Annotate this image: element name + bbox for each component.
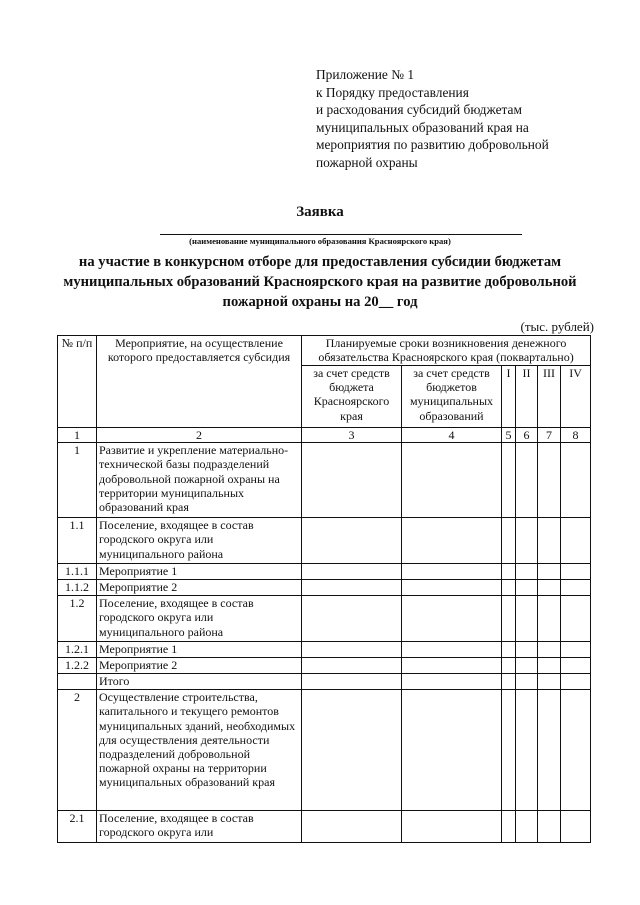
cell <box>516 564 538 580</box>
cell <box>302 596 402 642</box>
cell <box>561 580 591 596</box>
cell <box>516 811 538 843</box>
cell <box>502 658 516 674</box>
header-q3: III <box>538 366 561 428</box>
cell <box>516 658 538 674</box>
table-row <box>58 596 591 642</box>
cell <box>538 674 561 690</box>
cell <box>538 564 561 580</box>
cell <box>516 596 538 642</box>
row-num <box>58 674 97 690</box>
appendix-line: Приложение № 1 <box>316 67 415 82</box>
header-municipal-budget: за счет средств бюджетов муниципальных образований <box>402 366 502 428</box>
cell <box>502 596 516 642</box>
cell <box>502 690 516 811</box>
header-q1: I <box>502 366 516 428</box>
table-row-total <box>58 674 591 690</box>
appendix-block <box>316 66 616 172</box>
header-kraj-budget: за счет средств бюджета Красноярского края <box>302 366 402 428</box>
colnum: 1 <box>58 428 97 443</box>
cell <box>402 518 502 564</box>
colnum: 3 <box>302 428 402 443</box>
cell <box>502 564 516 580</box>
cell <box>538 580 561 596</box>
cell <box>502 518 516 564</box>
header-q4: IV <box>561 366 591 428</box>
cell <box>516 518 538 564</box>
header-num: № п/п <box>58 336 97 428</box>
cell <box>561 518 591 564</box>
appendix-line: мероприятия по развитию добровольной <box>316 137 549 153</box>
cell <box>538 596 561 642</box>
cell <box>302 658 402 674</box>
table-row <box>58 564 591 580</box>
unit-label: (тыс. рублей) <box>520 319 594 334</box>
cell <box>538 811 561 843</box>
cell <box>538 518 561 564</box>
table-row <box>58 580 591 596</box>
colnum: 6 <box>516 428 538 443</box>
cell <box>302 518 402 564</box>
table-row <box>58 690 591 811</box>
cell <box>538 690 561 811</box>
cell <box>502 811 516 843</box>
subsidy-table <box>57 335 591 843</box>
cell <box>516 690 538 811</box>
row-num: 1.2.2 <box>58 658 97 674</box>
header-event: Мероприятие, на осуществление которого предоставляется субсидия <box>97 336 302 428</box>
cell <box>402 580 502 596</box>
header-q2: II <box>516 366 538 428</box>
municipality-name-note: (наименование муниципального образования Красноярского края) <box>189 236 451 246</box>
appendix-line: пожарной охраны <box>316 154 418 170</box>
row-num: 1.2.1 <box>58 642 97 658</box>
row-text: Развитие и укрепление материально-технической базы подразделений добровольной пожарной охраны на территории муниципальных образований края <box>97 443 302 518</box>
cell <box>402 674 502 690</box>
row-num: 2.1 <box>58 811 97 843</box>
application-heading: на участие в конкурсном отборе для предоставления субсидии бюджетам муниципальных образований Красноярского края на развитие добровольной пожарной охраны на 20__ год <box>63 254 577 310</box>
colnum: 2 <box>97 428 302 443</box>
cell <box>561 642 591 658</box>
cell <box>402 811 502 843</box>
cell <box>502 642 516 658</box>
row-text: Поселение, входящее в состав городского округа или муниципального района <box>97 518 302 564</box>
cell <box>561 674 591 690</box>
cell <box>561 443 591 518</box>
cell <box>302 443 402 518</box>
row-text: Мероприятие 2 <box>97 658 302 674</box>
row-num: 1.1.2 <box>58 580 97 596</box>
cell <box>561 564 591 580</box>
table-row <box>58 658 591 674</box>
row-text: Поселение, входящее в состав городского округа или муниципального района <box>97 596 302 642</box>
table-row <box>58 518 591 564</box>
cell <box>516 674 538 690</box>
colnum: 4 <box>402 428 502 443</box>
cell <box>538 443 561 518</box>
table-row <box>58 443 591 518</box>
cell <box>538 642 561 658</box>
cell <box>402 564 502 580</box>
cell <box>561 596 591 642</box>
row-text: Осуществление строительства, капитального и текущего ремонтов муниципальных зданий, необходимых для осуществления деятельности подразделений добровольной пожарной охраны на территории муниципальных образований края <box>97 690 302 811</box>
colnum: 8 <box>561 428 591 443</box>
cell <box>302 564 402 580</box>
row-num: 1.1.1 <box>58 564 97 580</box>
row-text: Мероприятие 2 <box>97 580 302 596</box>
cell <box>402 690 502 811</box>
cell <box>302 642 402 658</box>
colnum: 7 <box>538 428 561 443</box>
cell <box>561 811 591 843</box>
cell <box>302 674 402 690</box>
row-text: Мероприятие 1 <box>97 564 302 580</box>
row-text: Итого <box>97 674 302 690</box>
cell <box>402 642 502 658</box>
row-num: 1 <box>58 443 97 518</box>
cell <box>516 642 538 658</box>
cell <box>402 658 502 674</box>
row-text: Мероприятие 1 <box>97 642 302 658</box>
cell <box>402 443 502 518</box>
row-num: 2 <box>58 690 97 811</box>
cell <box>302 811 402 843</box>
cell <box>302 690 402 811</box>
appendix-line: муниципальных образований края на <box>316 119 529 135</box>
cell <box>502 580 516 596</box>
cell <box>502 674 516 690</box>
cell <box>516 580 538 596</box>
appendix-line: и расходования субсидий бюджетам <box>316 102 522 118</box>
cell <box>402 596 502 642</box>
cell <box>561 690 591 811</box>
row-num: 1.2 <box>58 596 97 642</box>
table-row <box>58 642 591 658</box>
appendix-line: к Порядку предоставления <box>316 84 469 100</box>
row-num: 1.1 <box>58 518 97 564</box>
cell <box>302 580 402 596</box>
table-row <box>58 811 591 843</box>
cell <box>516 443 538 518</box>
municipality-name-line <box>160 234 522 235</box>
cell <box>538 658 561 674</box>
cell <box>561 658 591 674</box>
colnum: 5 <box>502 428 516 443</box>
cell <box>502 443 516 518</box>
header-planned: Планируемые сроки возникновения денежного обязательства Красноярского края (поквартально) <box>302 336 591 366</box>
document-title: Заявка <box>296 204 344 220</box>
row-text: Поселение, входящее в состав городского округа или <box>97 811 302 843</box>
